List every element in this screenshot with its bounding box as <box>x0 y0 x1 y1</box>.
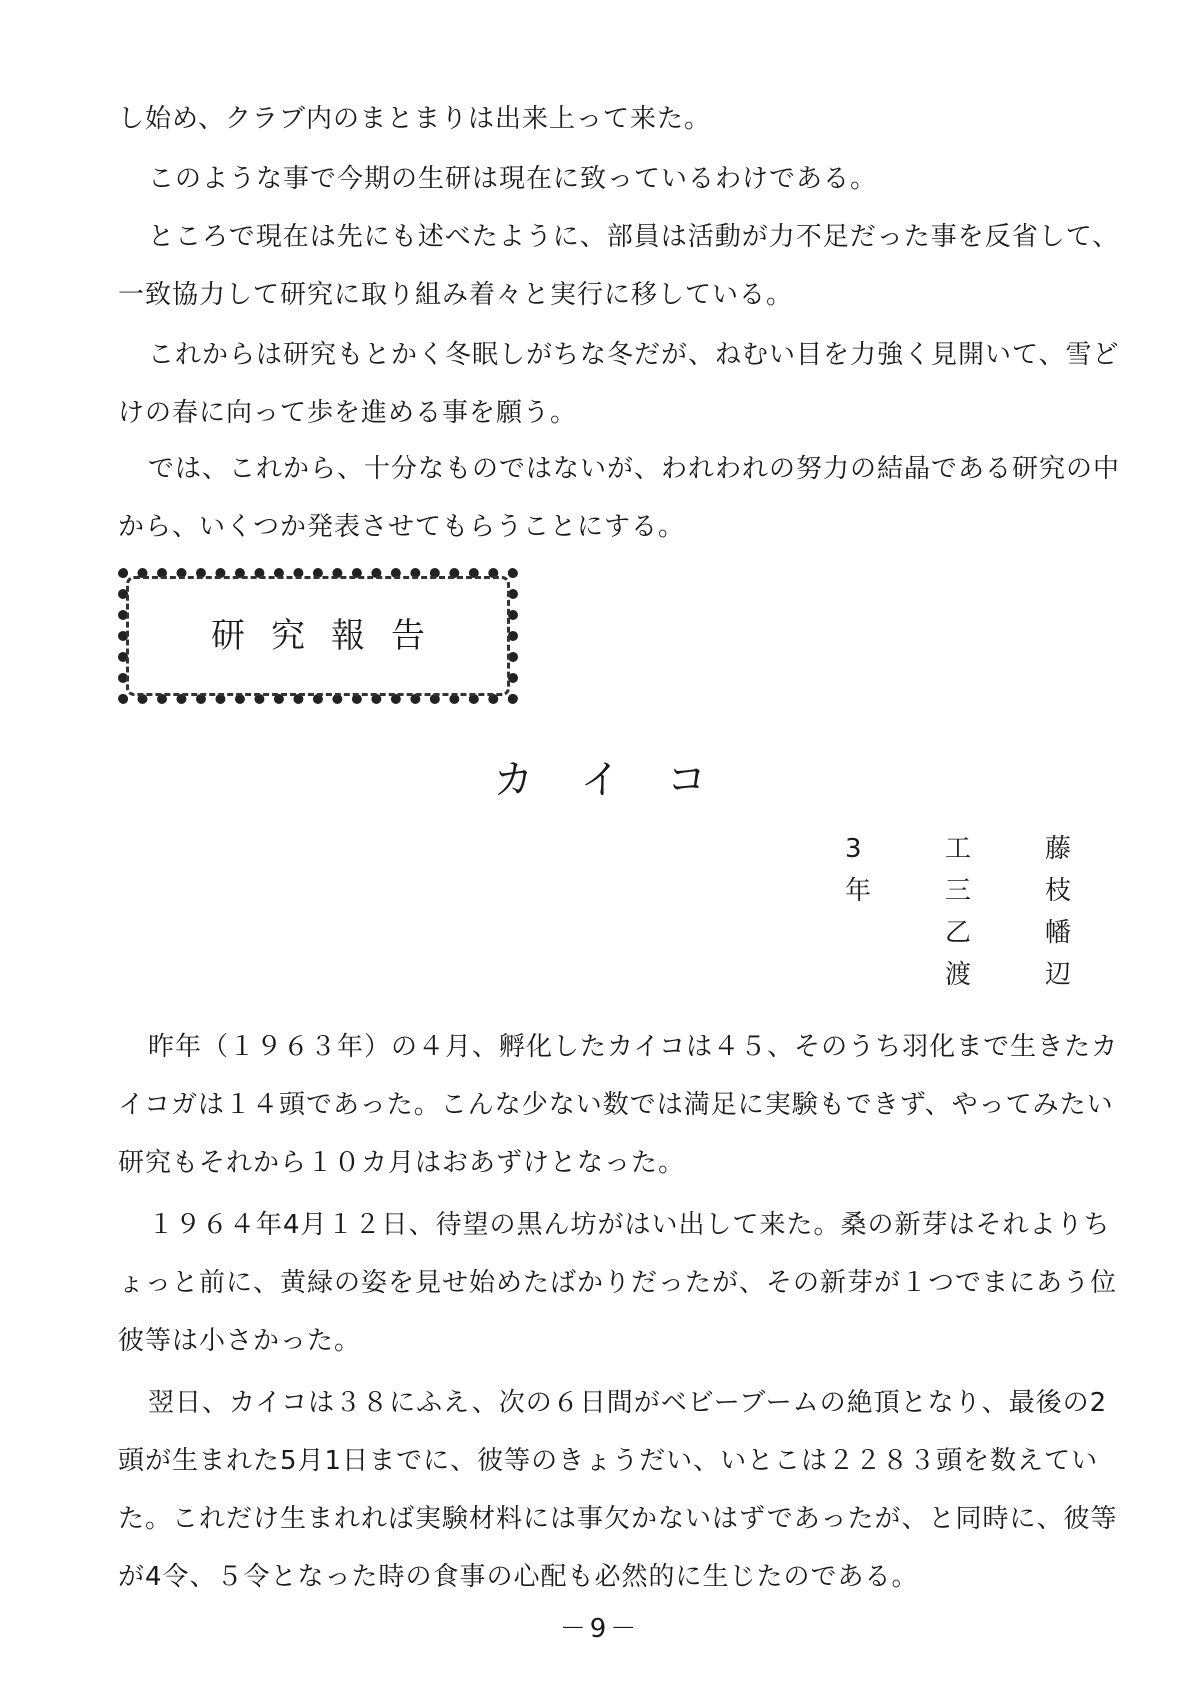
text-line: た。これだけ生まれれば実験材料には事欠かないはずであったが、と同時に、彼等 <box>118 1504 1118 1534</box>
author-surname-part: 幡 <box>1045 918 1072 948</box>
text-line: 頭が生まれた5月1日までに、彼等のきょうだい、いとこは２２８３頭を数えてい <box>118 1446 1099 1476</box>
author-name <box>945 912 1145 954</box>
text-line: これからは研究もとかく冬眠しがちな冬だが、ねむい目を力強く見開いて、雪ど <box>148 340 1120 370</box>
author-names <box>945 828 1145 996</box>
article-title: カイコ <box>493 757 755 803</box>
intro-paragraph-4 <box>118 326 1118 442</box>
text-line: イコガは１４頭であった。こんな少ない数では満足に実験もできず、やってみたい <box>118 1090 1114 1120</box>
page-number: －9－ <box>559 1614 641 1644</box>
text-line: １９６４年4月１２日、待望の黒ん坊がはい出して来た。桑の新芽はそれよりち <box>148 1210 1111 1240</box>
text-line: けの春に向って歩を進める事を願う。 <box>118 398 578 428</box>
text-line: ょっと前に、黄緑の姿を見せ始めたばかりだったが、その新芽が１つでまにあう位 <box>118 1268 1118 1298</box>
text-line: このような事で今期の生研は現在に致っているわけである。 <box>148 164 878 194</box>
intro-paragraph-2 <box>118 150 1118 208</box>
text-line: 彼等は小さかった。 <box>118 1326 362 1356</box>
intro-paragraph-5 <box>118 440 1121 556</box>
text-line: では、これから、十分なものではないが、われわれの努力の結晶である研究の中 <box>148 454 1121 484</box>
text-line: 翌日、カイコは３８にふえ、次の６日間がベビーブームの絶頂となり、最後の2 <box>148 1388 1108 1418</box>
text-line: 一致協力して研究に取り組み着々と実行に移している。 <box>118 280 794 310</box>
text-line: ところで現在は先にも述べたように、部員は活動が力不足だった事を反省して、 <box>148 222 1120 252</box>
author-surname-part: 三 <box>945 876 972 906</box>
article-paragraph-3 <box>118 1374 1118 1606</box>
article-paragraph-1 <box>118 1018 1118 1192</box>
article-paragraph-2 <box>118 1196 1118 1370</box>
text-line: が4令、５令となった時の食事の心配も必然的に生じたのである。 <box>118 1562 919 1592</box>
author-surname-part: 藤 <box>1045 834 1072 864</box>
intro-paragraph-3 <box>118 208 1118 324</box>
author-surname-part: 辺 <box>1045 960 1072 990</box>
author-grade: 3年 <box>845 834 872 906</box>
text-line: から、いくつか発表させてもらうことにする。 <box>118 512 686 542</box>
author-name <box>945 870 1145 912</box>
author-name <box>945 954 1145 996</box>
text-line: し始め、クラブ内のまとまりは出来上って来た。 <box>118 104 711 134</box>
author-surname-part: 渡 <box>945 960 972 990</box>
section-heading: 研究報告 <box>211 616 451 656</box>
author-surname-part: 工 <box>945 834 972 864</box>
author-surname-part: 乙 <box>945 918 972 948</box>
intro-paragraph-1 <box>118 90 1118 148</box>
author-name <box>945 828 1145 870</box>
text-line: 昨年（１９６３年）の４月、孵化したカイコは４５、そのうち羽化まで生きたカ <box>148 1032 1119 1062</box>
author-surname-part: 枝 <box>1045 876 1072 906</box>
section-heading-box <box>118 568 518 704</box>
text-line: 研究もそれから１０カ月はおあずけとなった。 <box>118 1148 686 1178</box>
